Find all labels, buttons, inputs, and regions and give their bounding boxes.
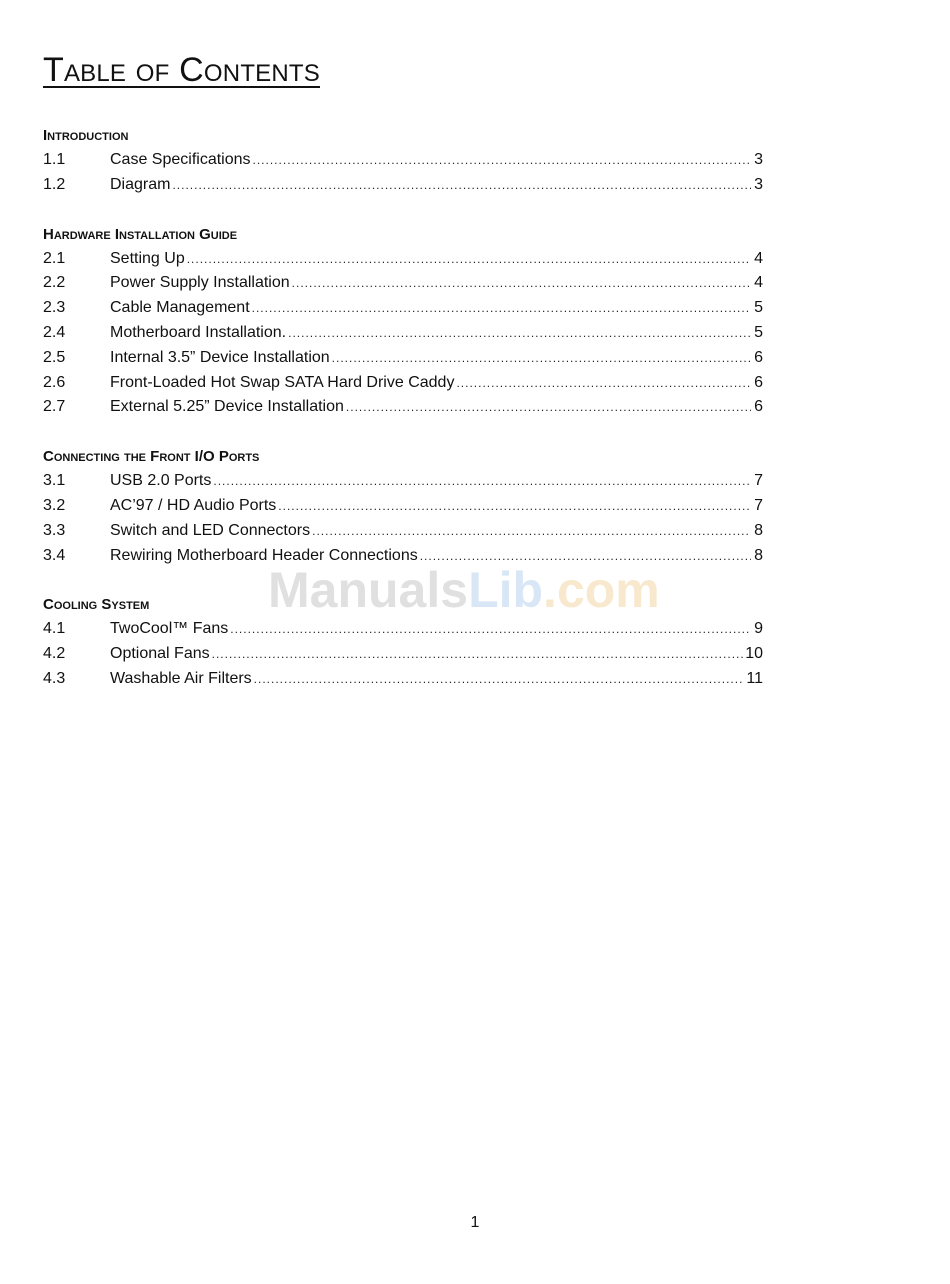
dot-leader	[172, 173, 751, 198]
entry-number: 4.3	[43, 669, 66, 687]
toc-section-front-io-ports	[43, 445, 763, 568]
entry-number: 3.2	[43, 496, 66, 514]
dot-leader	[213, 469, 751, 494]
entry-page-number: 8	[754, 521, 763, 539]
entry-title: Front-Loaded Hot Swap SATA Hard Drive Caddy	[110, 373, 455, 391]
entry-title: External 5.25” Device Installation	[110, 398, 344, 416]
entry-title: Setting Up	[110, 249, 185, 267]
entry-number: 3.3	[43, 521, 66, 539]
entry-title: Cable Management	[110, 299, 250, 317]
watermark	[268, 560, 660, 620]
entry-title: Switch and LED Connectors	[110, 521, 311, 539]
dot-leader	[312, 519, 751, 544]
toc-entry[interactable]	[43, 617, 763, 642]
entry-page-number: 4	[754, 274, 763, 292]
entry-number: 2.7	[43, 398, 66, 416]
page-title: Table of Contents	[43, 51, 320, 89]
dot-leader	[230, 617, 751, 642]
watermark-part: .com	[543, 562, 660, 618]
entry-page-number: 7	[754, 472, 763, 490]
entry-number: 1.1	[43, 151, 66, 168]
entry-number: 2.6	[43, 373, 66, 391]
section-heading: Introduction	[43, 127, 129, 144]
watermark-part: Manuals	[268, 562, 469, 618]
entry-title: TwoCool™ Fans	[110, 620, 229, 638]
toc-section-hardware-installation	[43, 223, 763, 421]
dot-leader	[278, 494, 751, 519]
entry-title: Rewiring Motherboard Header Connections	[110, 546, 418, 564]
entry-title: Power Supply Installation	[110, 274, 290, 292]
toc-entry[interactable]	[43, 469, 763, 494]
entry-number: 3.1	[43, 472, 66, 490]
toc-entry[interactable]	[43, 173, 763, 198]
toc-entry[interactable]	[43, 296, 763, 321]
watermark-part: Lib	[468, 562, 544, 618]
dot-leader	[253, 148, 751, 173]
entry-title: Internal 3.5” Device Installation	[110, 348, 330, 366]
dot-leader	[292, 271, 751, 296]
entry-title: USB 2.0 Ports	[110, 472, 212, 490]
toc-entry[interactable]	[43, 519, 763, 544]
entry-title: AC’97 / HD Audio Ports	[110, 496, 277, 514]
toc-entry[interactable]	[43, 247, 763, 272]
entry-page-number: 10	[745, 645, 763, 663]
dot-leader	[456, 371, 751, 396]
entry-page-number: 6	[754, 348, 763, 366]
entry-number: 4.2	[43, 645, 66, 663]
entry-title: Motherboard Installation.	[110, 323, 287, 341]
toc-entry[interactable]	[43, 395, 763, 420]
entry-page-number: 5	[754, 299, 763, 317]
entry-page-number: 6	[754, 398, 763, 416]
entry-page-number: 3	[754, 175, 763, 193]
entry-page-number: 7	[754, 496, 763, 514]
page-number: 1	[470, 1214, 480, 1231]
toc-entry[interactable]	[43, 148, 763, 173]
toc-entry[interactable]	[43, 667, 763, 692]
toc-entry[interactable]	[43, 271, 763, 296]
section-heading: Connecting the Front I/O Ports	[43, 448, 260, 466]
entry-title: Optional Fans	[110, 645, 210, 663]
dot-leader	[346, 395, 751, 420]
entry-page-number: 4	[754, 249, 763, 267]
toc-entry[interactable]	[43, 494, 763, 519]
dot-leader	[187, 247, 751, 272]
section-heading: Hardware Installation Guide	[43, 225, 238, 243]
toc-entry[interactable]	[43, 642, 763, 667]
entry-number: 4.1	[43, 620, 66, 638]
dot-leader	[254, 667, 745, 692]
entry-number: 2.3	[43, 299, 66, 317]
entry-page-number: 5	[754, 323, 763, 341]
entry-page-number: 6	[754, 373, 763, 391]
entry-number: 2.1	[43, 249, 66, 267]
entry-number: 2.5	[43, 348, 66, 366]
dot-leader	[212, 642, 744, 667]
entry-number: 3.4	[43, 546, 66, 564]
entry-number: 2.2	[43, 274, 66, 292]
entry-title: Case Specifications	[110, 151, 251, 168]
entry-page-number: 8	[754, 546, 763, 564]
toc-section-introduction	[43, 124, 763, 198]
dot-leader	[252, 296, 751, 321]
dot-leader	[332, 346, 751, 371]
table-of-contents	[43, 124, 763, 717]
toc-entry[interactable]	[43, 321, 763, 346]
section-heading: Cooling System	[43, 596, 150, 614]
entry-number: 2.4	[43, 323, 66, 341]
entry-page-number: 11	[746, 669, 763, 687]
toc-entry[interactable]	[43, 371, 763, 396]
entry-page-number: 3	[754, 151, 763, 168]
entry-title: Diagram	[110, 175, 171, 193]
entry-page-number: 9	[754, 620, 763, 638]
dot-leader	[288, 321, 751, 346]
toc-entry[interactable]	[43, 346, 763, 371]
entry-number: 1.2	[43, 175, 66, 193]
entry-title: Washable Air Filters	[110, 669, 252, 687]
